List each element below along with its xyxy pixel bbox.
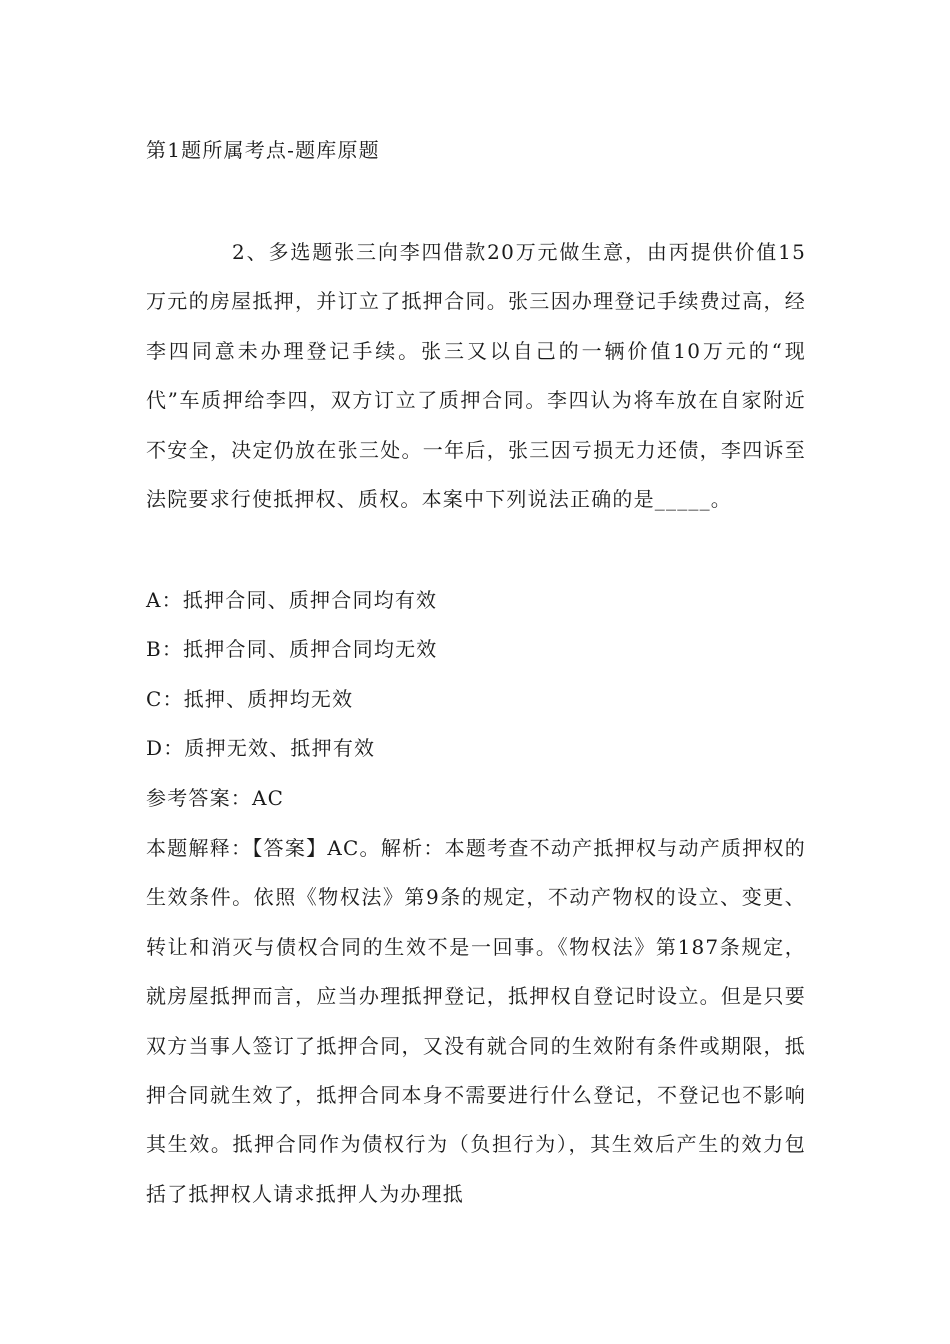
- q1-topic-line: [146, 128, 806, 172]
- option-a: A：抵押合同、质押合同均有效: [146, 588, 438, 612]
- explanation-text: 本题解释：【答案】AC。解析：本题考查不动产抵押权与动产质押权的生效条件。依照《物权法》第9条的规定，不动产物权的设立、变更、转让和消灭与债权合同的生效不是一回事。《物权法》第187条规定，就房屋抵押而言，应当办理抵押登记，抵押权自登记时设立。但是只要双方当事人签订了抵押合同，又没有就合同的生效附有条件或期限，抵押合同就生效了，抵押合同本身不需要进行什么登记，不登记也不影响其生效。抵押合同作为债权行为（负担行为），其生效后产生的效力包括了抵押权人请求抵押人为办理抵: [146, 836, 806, 1206]
- option-b: B：抵押合同、质押合同均无效: [146, 637, 438, 662]
- option-d: D：质押无效、抵押有效: [146, 736, 376, 761]
- q1-topic-text: 第1题所属考点-题库原题: [146, 138, 380, 162]
- question-2: [146, 228, 806, 524]
- answer-text: 参考答案：AC: [146, 786, 285, 810]
- option-c: C：抵押、质押均无效: [146, 686, 354, 711]
- question-2-stem: 2、多选题张三向李四借款20万元做生意，由丙提供价值15万元的房屋抵押，并订立了抵押合同。张三因办理登记手续费过高，经李四同意未办理登记手续。张三又以自己的一辆价值10万元的“现代”车质押给李四，双方订立了质押合同。李四认为将车放在自家附近不安全，决定仍放在张三处。一年后，张三因亏损无力还债，李四诉至法院要求行使抵押权、质权。本案中下列说法正确的是_____。: [146, 240, 806, 512]
- question-2-explanation: [146, 824, 806, 1219]
- question-2-options: [146, 576, 806, 774]
- question-2-answer: [146, 774, 806, 823]
